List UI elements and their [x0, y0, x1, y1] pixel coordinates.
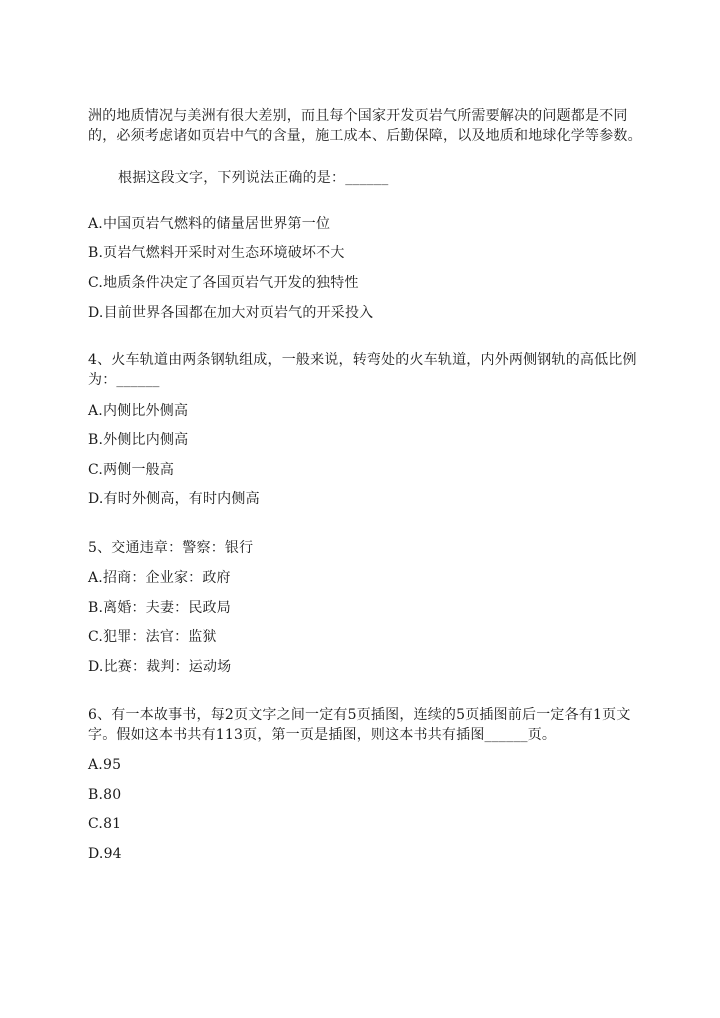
passage-option-c: C.地质条件决定了各国页岩气开发的独特性 — [88, 275, 359, 291]
q5-stem: 5、交通违章：警察：银行 — [88, 540, 254, 556]
q6-option-d: D.94 — [88, 846, 122, 862]
passage-continuation: 洲的地质情况与美洲有很大差别，而且每个国家开发页岩气所需要解决的问题都是不同的，必须考虑诸如页岩中气的含量，施工成本、后勤保障，以及地质和地球化学等参数。 — [88, 108, 642, 144]
passage-option-b: B.页岩气燃料开采时对生态环境破坏不大 — [88, 245, 345, 261]
q4-stem: 4、火车轨道由两条钢轨组成，一般来说，转弯处的火车轨道，内外两侧钢轨的高低比例为：______ — [88, 352, 637, 388]
q5-option-a: A.招商：企业家：政府 — [88, 570, 231, 586]
q4-option-a: A.内侧比外侧高 — [88, 403, 189, 419]
q5-option-b: B.离婚：夫妻：民政局 — [88, 600, 231, 616]
passage-option-d: D.目前世界各国都在加大对页岩气的开采投入 — [88, 305, 374, 321]
q5-option-d: D.比赛：裁判：运动场 — [88, 659, 232, 675]
q6-option-b: B.80 — [88, 787, 122, 803]
q4-option-b: B.外侧比内侧高 — [88, 432, 189, 448]
q4-option-c: C.两侧一般高 — [88, 462, 175, 478]
q5-option-c: C.犯罪：法官：监狱 — [88, 629, 217, 645]
passage-question-stem: 根据这段文字，下列说法正确的是：______ — [118, 170, 389, 186]
q6-stem: 6、有一本故事书，每2页文字之间一定有5页插图，连续的5页插图前后一定各有1页文字。假如这本书共有113页，第一页是插图，则这本书共有插图______页。 — [88, 707, 631, 743]
q6-option-a: A.95 — [88, 757, 122, 773]
q6-option-c: C.81 — [88, 816, 122, 832]
q4-option-d: D.有时外侧高，有时内侧高 — [88, 491, 260, 507]
passage-option-a: A.中国页岩气燃料的储量居世界第一位 — [88, 216, 331, 232]
